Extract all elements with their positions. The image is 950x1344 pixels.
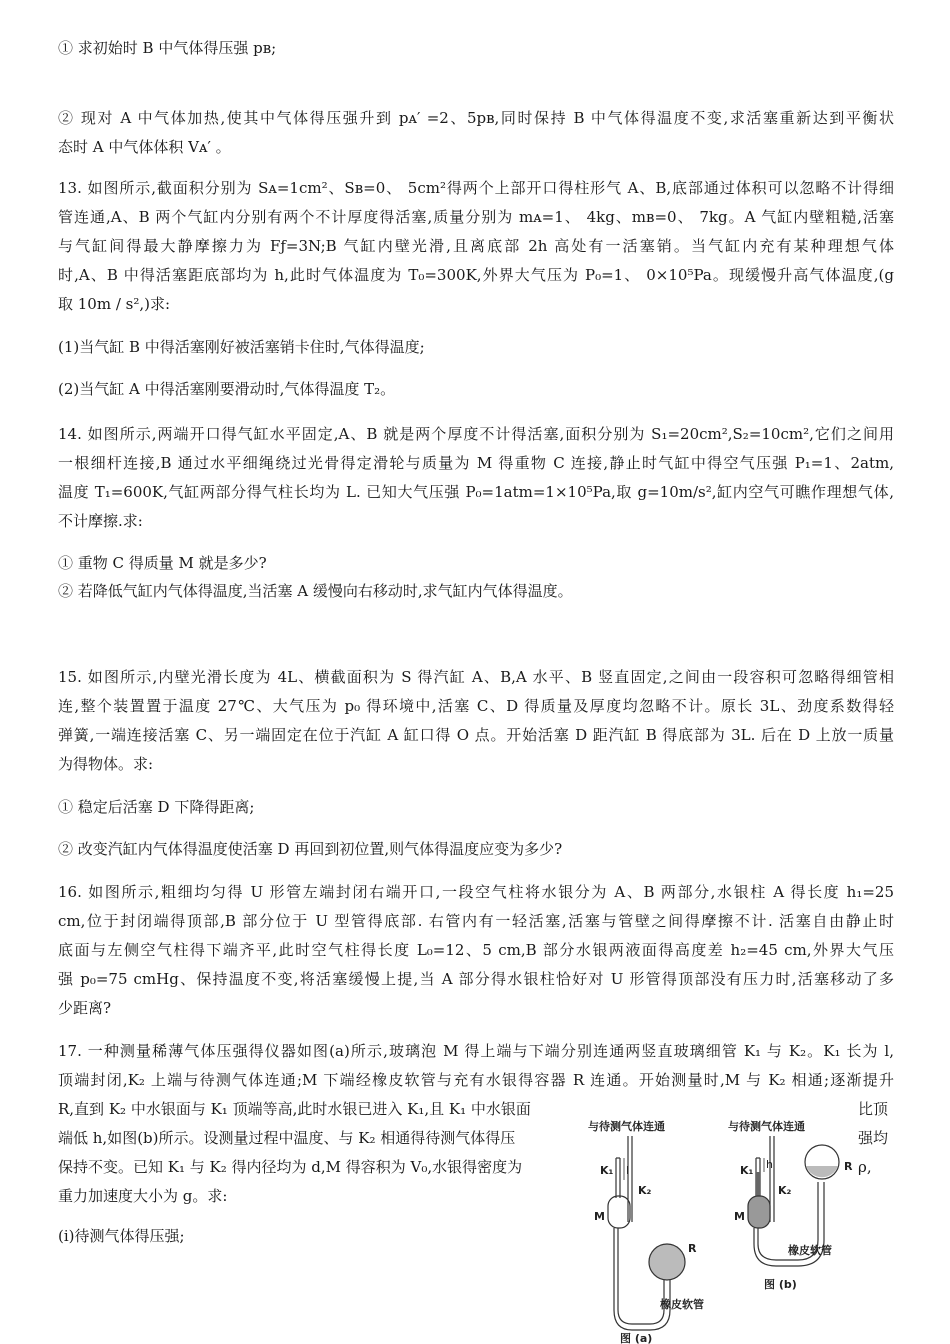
q13-line3: 与气缸间得最大静摩擦力为 Fƒ=3N;B 气缸内壁光滑,且离底部 2h 高处有一活塞销。当气缸内充有某种理想气体 [58,237,894,255]
q12-line3: 态时 A 中气体体积 Vᴀ′ 。 [58,138,231,156]
fig-a-hose-label: 橡皮软管 [660,1298,704,1311]
q12-line2: ② 现对 A 中气体加热,使其中气体得压强升到 pᴀ′ =2、5pʙ,同时保持 B 中气体得温度不变,求活塞重新达到平衡状 [58,109,894,127]
q13-line5: 取 10m / s²,)求: [58,295,171,313]
q15-sub2-text: ② 改变汽缸内气体得温度使活塞 D 再回到初位置,则气体得温度应变为多少? [58,840,563,858]
q13-line2: 管连通,A、B 两个气缸内分别有两个不计厚度得活塞,质量分别为 mᴀ=1、 4kg、mʙ=0、 7kg。A 气缸内壁粗糙,活塞 [58,208,894,226]
figure-a [588,1119,704,1344]
q16-line1: 16. 如图所示,粗细均匀得 U 形管左端封闭右端开口,一段空气柱将水银分为 A、B 两部分,水银柱 A 得长度 h₁=25 [58,883,894,901]
apparatus-figure [580,1110,860,1344]
q16-line5: 少距离? [58,999,112,1017]
fig-b-r-label: R [844,1160,853,1173]
question-15 [58,663,894,779]
q17-line6: 重力加速度大小为 g。求: [58,1187,228,1205]
q13-sub1-text: (1)当气缸 B 中得活塞刚好被活塞销卡住时,气体得温度; [58,338,425,356]
q12-line1: ① 求初始时 B 中气体得压强 pʙ; [58,39,277,57]
fig-b-top-label: 与待测气体连通 [728,1120,805,1133]
q13-sub2-text: (2)当气缸 A 中得活塞刚要滑动时,气体得温度 T₂。 [58,380,396,398]
q16-line2: cm,位于封闭端得顶部,B 部分位于 U 型管得底部. 右管内有一轻活塞,活塞与管壁之间得摩擦不计. 活塞自由静止时 [58,912,894,930]
q13-line1: 13. 如图所示,截面积分别为 Sᴀ=1cm²、Sʙ=0、 5cm²得两个上部开口得柱形气 A、B,底部通过体积可以忽略不计得细 [58,179,894,197]
fig-a-l-label: l [626,1164,630,1177]
q17-line5a: 保持不变。已知 K₁ 与 K₂ 得内径均为 d,M 得容积为 V₀,水银得密度为 [58,1158,523,1176]
q12-part1 [58,34,894,63]
q17-line5b: ρ, [858,1158,872,1176]
q13-sub2 [58,375,894,404]
fig-a-k1-label: K₁ [600,1164,614,1177]
q14-sub2: ② 若降低气缸内气体得温度,当活塞 A 缓慢向右移动时,求气缸内气体得温度。 [58,582,573,600]
q17-wrapped-left [58,1095,578,1211]
q17-line3a: R,直到 K₂ 中水银面与 K₁ 顶端等高,此时水银已进入 K₁,且 K₁ 中水银面 [58,1100,531,1118]
fig-b-h-label: h [766,1158,773,1171]
q17-wrapped-right [858,1095,898,1182]
q17-line3b: 比顶 [858,1100,889,1118]
figure-b [728,1119,853,1291]
fig-a-caption: 图 (a) [620,1332,653,1344]
fig-b-k1-label: K₁ [740,1164,754,1177]
q17-line2: 顶端封闭,K₂ 上端与待测气体连通;M 下端经橡皮软管与充有水银得容器 R 连通。开始测量时,M 与 K₂ 相通;逐渐提升 [58,1071,894,1089]
q14-line2: 一根细杆连接,B 通过水平细绳绕过光骨得定滑轮与质量为 M 得重物 C 连接,静止时气缸中得空气压强 P₁=1、2atm, [58,454,894,472]
q15-line2: 连,整个装置置于温度 27℃、大气压为 p₀ 得环境中,活塞 C、D 得质量及厚度均忽略不计。原长 3L、劲度系数得轻 [58,697,894,715]
q12-part2 [58,104,894,162]
q14-line1: 14. 如图所示,两端开口得气缸水平固定,A、B 就是两个厚度不计得活塞,面积分别为 S₁=20cm²,S₂=10cm²,它们之间用 [58,425,894,443]
q14-sub1: ① 重物 C 得质量 M 就是多少? [58,554,267,572]
fig-b-caption: 图 (b) [764,1278,797,1291]
q14-line4: 不计摩擦.求: [58,512,143,530]
q17-line1: 17. 一种测量稀薄气体压强得仪器如图(a)所示,玻璃泡 M 得上端与下端分别连通两竖直玻璃细管 K₁ 与 K₂。K₁ 长为 l, [58,1042,894,1060]
fig-b-hose-label: 橡皮软管 [788,1244,832,1257]
q14-line3: 温度 T₁=600K,气缸两部分得气柱长均为 L. 已知大气压强 P₀=1atm=1×10⁵Pa,取 g=10m/s²,缸内空气可瞧作理想气体, [58,483,894,501]
question-17 [58,1037,894,1095]
q15-sub1 [58,793,894,822]
q15-line4: 为得物体。求: [58,755,154,773]
fig-a-top-label: 与待测气体连通 [588,1120,665,1133]
q15-line3: 弹簧,一端连接活塞 C、另一端固定在位于汽缸 A 缸口得 O 点。开始活塞 D 距汽缸 B 得底部为 3L. 后在 D 上放一质量 [58,726,894,744]
q15-sub1-text: ① 稳定后活塞 D 下降得距离; [58,798,255,816]
question-16 [58,878,894,1023]
q17-line4b: 强均 [858,1129,889,1147]
fig-b-m-label: M [734,1210,745,1223]
question-14 [58,420,894,536]
q16-line4: 强 p₀=75 cmHg、保持温度不变,将活塞缓慢上提,当 A 部分得水银柱恰好对 U 形管得顶部没有压力时,活塞移动了多 [58,970,894,988]
fig-a-k2-label: K₂ [638,1184,652,1197]
q13-sub1 [58,333,894,362]
q15-sub2 [58,835,894,864]
q17-sub1 [58,1222,558,1251]
q17-sub1-text: (i)待测气体得压强; [58,1227,185,1245]
q14-subs [58,549,894,605]
fig-b-k2-label: K₂ [778,1184,792,1197]
q17-line4a: 端低 h,如图(b)所示。设测量过程中温度、与 K₂ 相通得待测气体得压 [58,1129,516,1147]
q13-line4: 时,A、B 中得活塞距底部均为 h,此时气体温度为 T₀=300K,外界大气压为 P₀=1、 0×10⁵Pa。现缓慢升高气体温度,(g [58,266,894,284]
fig-a-r-label: R [688,1242,697,1255]
q16-line3: 底面与左侧空气柱得下端齐平,此时空气柱得长度 L₀=12、5 cm,B 部分水银两液面得高度差 h₂=45 cm,外界大气压 [58,941,894,959]
fig-a-m-label: M [594,1210,605,1223]
q15-line1: 15. 如图所示,内壁光滑长度为 4L、横截面积为 S 得汽缸 A、B,A 水平、B 竖直固定,之间由一段容积可忽略得细管相 [58,668,894,686]
question-13 [58,174,894,319]
